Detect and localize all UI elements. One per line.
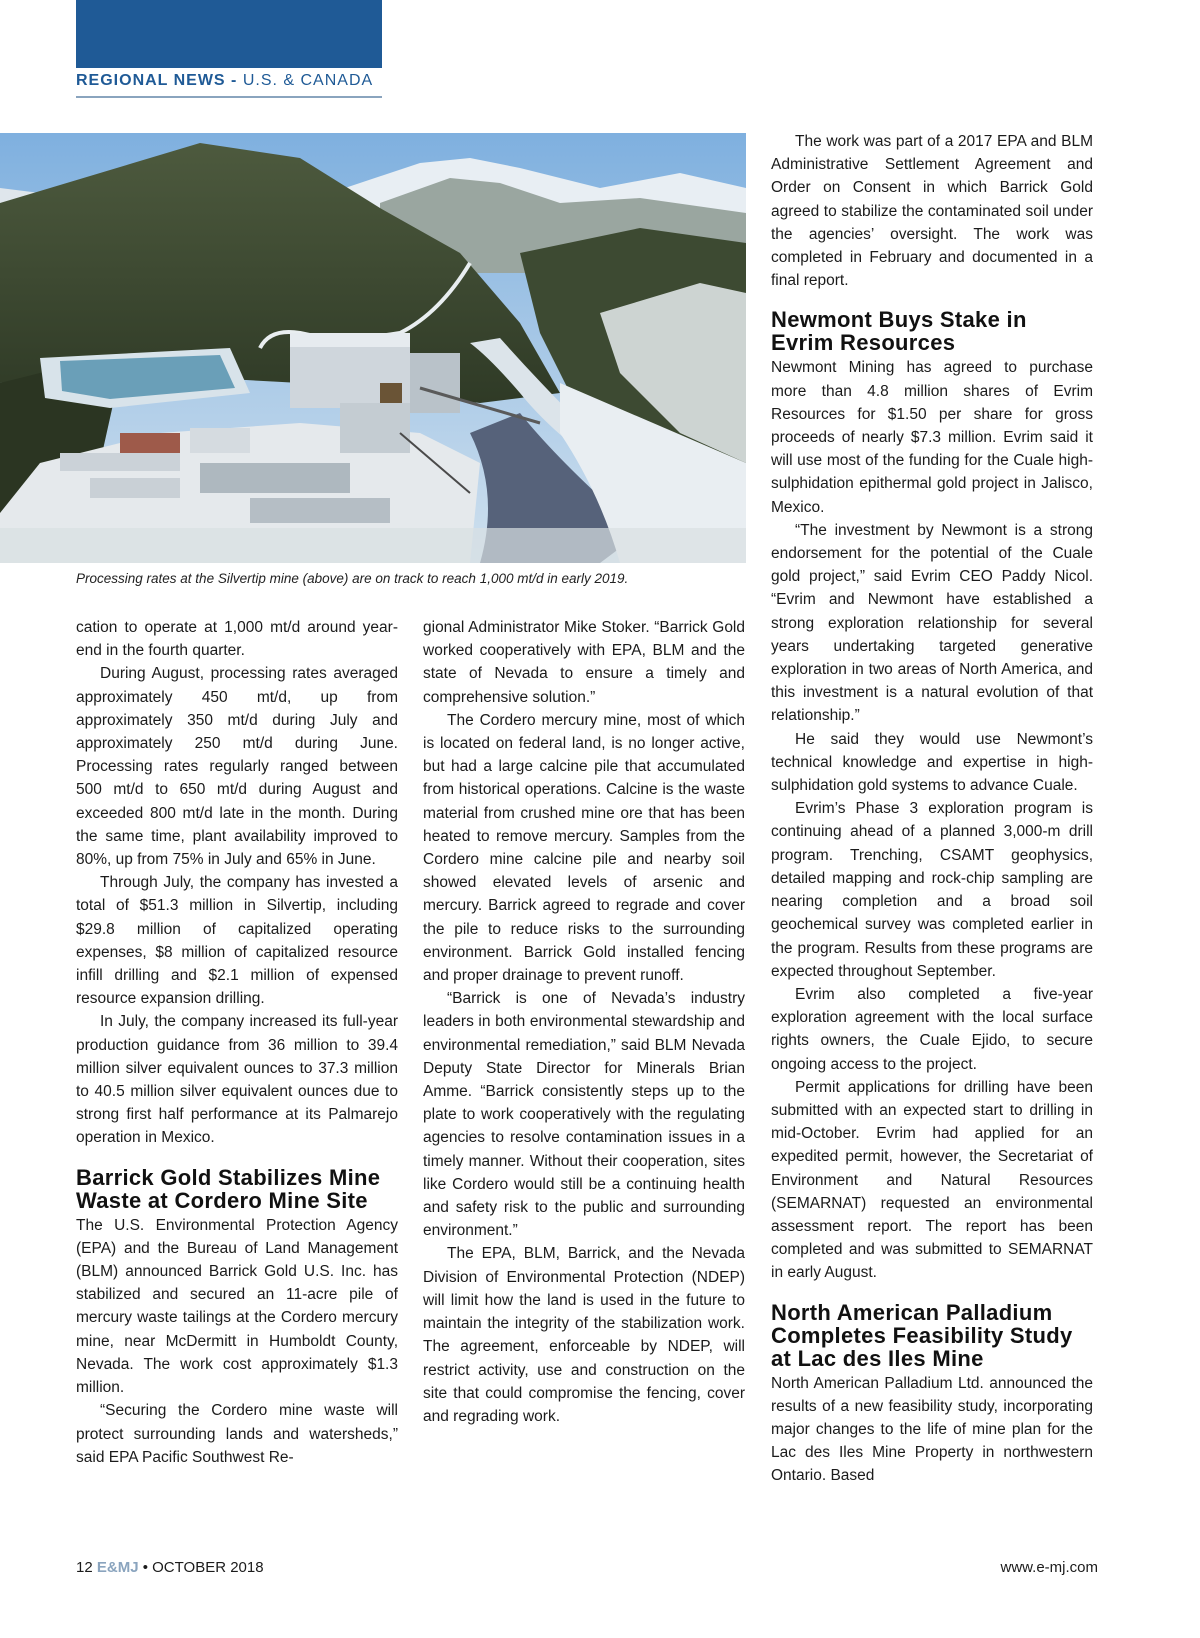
paragraph: “The investment by Newmont is a strong endorsement for the potential of the Cuale gold project,” said Evrim CEO Paddy Nicol. “Evrim and Newmont have established a strong exploration relationship for several years undertaking targeted generative exploration in two areas of North America, and this investment is a natural evolution of that relationship.” [771, 521, 1093, 725]
paragraph: In July, the company increased its full-year production guidance from 36 million to 39.4 million silver equivalent ounces to 37.3 million to 40.5 million silver equivalent ounces due to strong first half performance at its Palmarejo operation in Mexico. [76, 1013, 398, 1147]
section-label [76, 70, 382, 98]
issue-date: • OCTOBER 2018 [138, 1559, 264, 1576]
paragraph: Through July, the company has invested a total of $51.3 million in Silvertip, including $29.8 million of capitalized operating expenses, $8 million of capitalized resource infill drilling and $2.1 million of expensed resource expansion drilling. [76, 874, 398, 1008]
page-number: 12 [76, 1559, 97, 1576]
paragraph: The work was part of a 2017 EPA and BLM Administrative Settlement Agreement and Order on Consent in which Barrick Gold agreed to stabilize the contaminated soil under the agencies’ oversight. The work was completed in February and documented in a final report. [771, 133, 1093, 290]
paragraph: “Barrick is one of Nevada’s industry leaders in both environmental stewardship and environmental remediation,” said BLM Nevada Deputy State Director for Minerals Brian Amme. “Barrick consistently steps up to the plate to work cooperatively with the regulating agencies to resolve contamination issues in a timely manner. Without their cooperation, sites like Cordero would still be a continuing health and safety risk to the public and surrounding environment.” [423, 990, 745, 1240]
photo-caption: Processing rates at the Silvertip mine (above) are on track to reach 1,000 mt/d in early 2019. [76, 571, 629, 586]
header-color-bar [76, 0, 382, 68]
publication-name: E&MJ [96, 1559, 139, 1576]
paragraph: He said they would use Newmont’s technical knowledge and expertise in high-sulphidation gold systems to advance Cuale. [771, 730, 1093, 795]
article-column-1 [76, 616, 398, 1469]
paragraph: The Cordero mercury mine, most of which is located on federal land, is no longer active, but had a large calcine pile that accumulated from historical operations. Calcine is the waste material from crushed mine ore that has been heated to remove mercury. Samples from the Cordero mine calcine pile and nearby soil showed elevated levels of arsenic and mercury. Barrick agreed to regrade and cover the pile to reduce risks to the surrounding environment. Barrick Gold installed fencing and proper drainage to prevent runoff. [423, 711, 745, 985]
section-label-region: U.S. & CANADA [237, 72, 374, 89]
paragraph: During August, processing rates averaged approximately 450 mt/d, up from approximately 350 mt/d during July and approximately 250 mt/d during June. Processing rates regularly ranged between 500 mt/d to 650 mt/d during August and exceeded 800 mt/d late in the month. During the same time, plant availability improved to 80%, up from 75% in July and 65% in June. [76, 665, 398, 869]
paragraph: The U.S. Environmental Protection Agency (EPA) and the Bureau of Land Management (BLM) announced Barrick Gold U.S. Inc. has stabilized and secured an 11-acre pile of mercury waste tailings at the Cordero mercury mine, near McDermitt in Humboldt County, Nevada. The work cost approximately $1.3 million. [76, 1216, 398, 1397]
paragraph: Permit applications for drilling have been submitted with an expected start to drilling in mid-October. Evrim had applied for an expedited permit, however, the Secretariat of Environment and Natural Resources (SEMARNAT) requested an environmental assessment report. The report has been completed and was submitted to SEMARNAT in early August. [771, 1078, 1093, 1282]
headline-newmont: Newmont Buys Stake in Evrim Resources [771, 307, 1027, 356]
footer-folio [76, 1558, 264, 1578]
section-label-strong: REGIONAL NEWS - [76, 72, 238, 89]
article-column-2 [423, 616, 745, 1428]
paragraph: cation to operate at 1,000 mt/d around year-end in the fourth quarter. [76, 619, 398, 660]
silvertip-mine-photo [0, 133, 746, 563]
paragraph: Evrim’s Phase 3 exploration program is continuing ahead of a planned 3,000-m drill program. Trenching, CSAMT geophysics, detailed mapping and rock-chip sampling are nearing completion and a broad soil geochemical survey was completed earlier in the program. Results from these programs are expected throughout September. [771, 800, 1093, 980]
article-column-3 [771, 130, 1093, 1488]
paragraph: “Securing the Cordero mine waste will protect surrounding lands and watersheds,” said EPA Pacific Southwest Re- [76, 1402, 398, 1466]
headline-palladium: North American Palladium Completes Feasibility Study at Lac des Iles Mine [771, 1299, 1073, 1371]
paragraph: The EPA, BLM, Barrick, and the Nevada Division of Environmental Protection (NDEP) will limit how the land is used in the future to maintain the integrity of the stabilization work. The agreement, enforceable by NDEP, will restrict activity, use and construction on the site that could compromise the fencing, cover and regrading work. [423, 1245, 745, 1425]
headline-barrick: Barrick Gold Stabilizes Mine Waste at Cordero Mine Site [76, 1164, 381, 1213]
paragraph: Evrim also completed a five-year exploration agreement with the local surface rights owners, the Cuale Ejido, to secure ongoing access to the project. [771, 985, 1093, 1073]
paragraph: North American Palladium Ltd. announced the results of a new feasibility study, incorporating major changes to the life of mine plan for the Lac des Iles Mine Property in northwestern Ontario. Based [771, 1374, 1093, 1485]
footer-url[interactable]: www.e-mj.com [1000, 1559, 1098, 1576]
paragraph: Newmont Mining has agreed to purchase more than 4.8 million shares of Evrim Resources for $1.50 per share for gross proceeds of nearly $7.3 million. Evrim said it will use most of the funding for the Cuale high-sulphidation epithermal gold project in Jalisco, Mexico. [771, 359, 1093, 516]
paragraph: gional Administrator Mike Stoker. “Barrick Gold worked cooperatively with EPA, BLM and the state of Nevada to ensure a timely and comprehensive solution.” [423, 619, 745, 706]
